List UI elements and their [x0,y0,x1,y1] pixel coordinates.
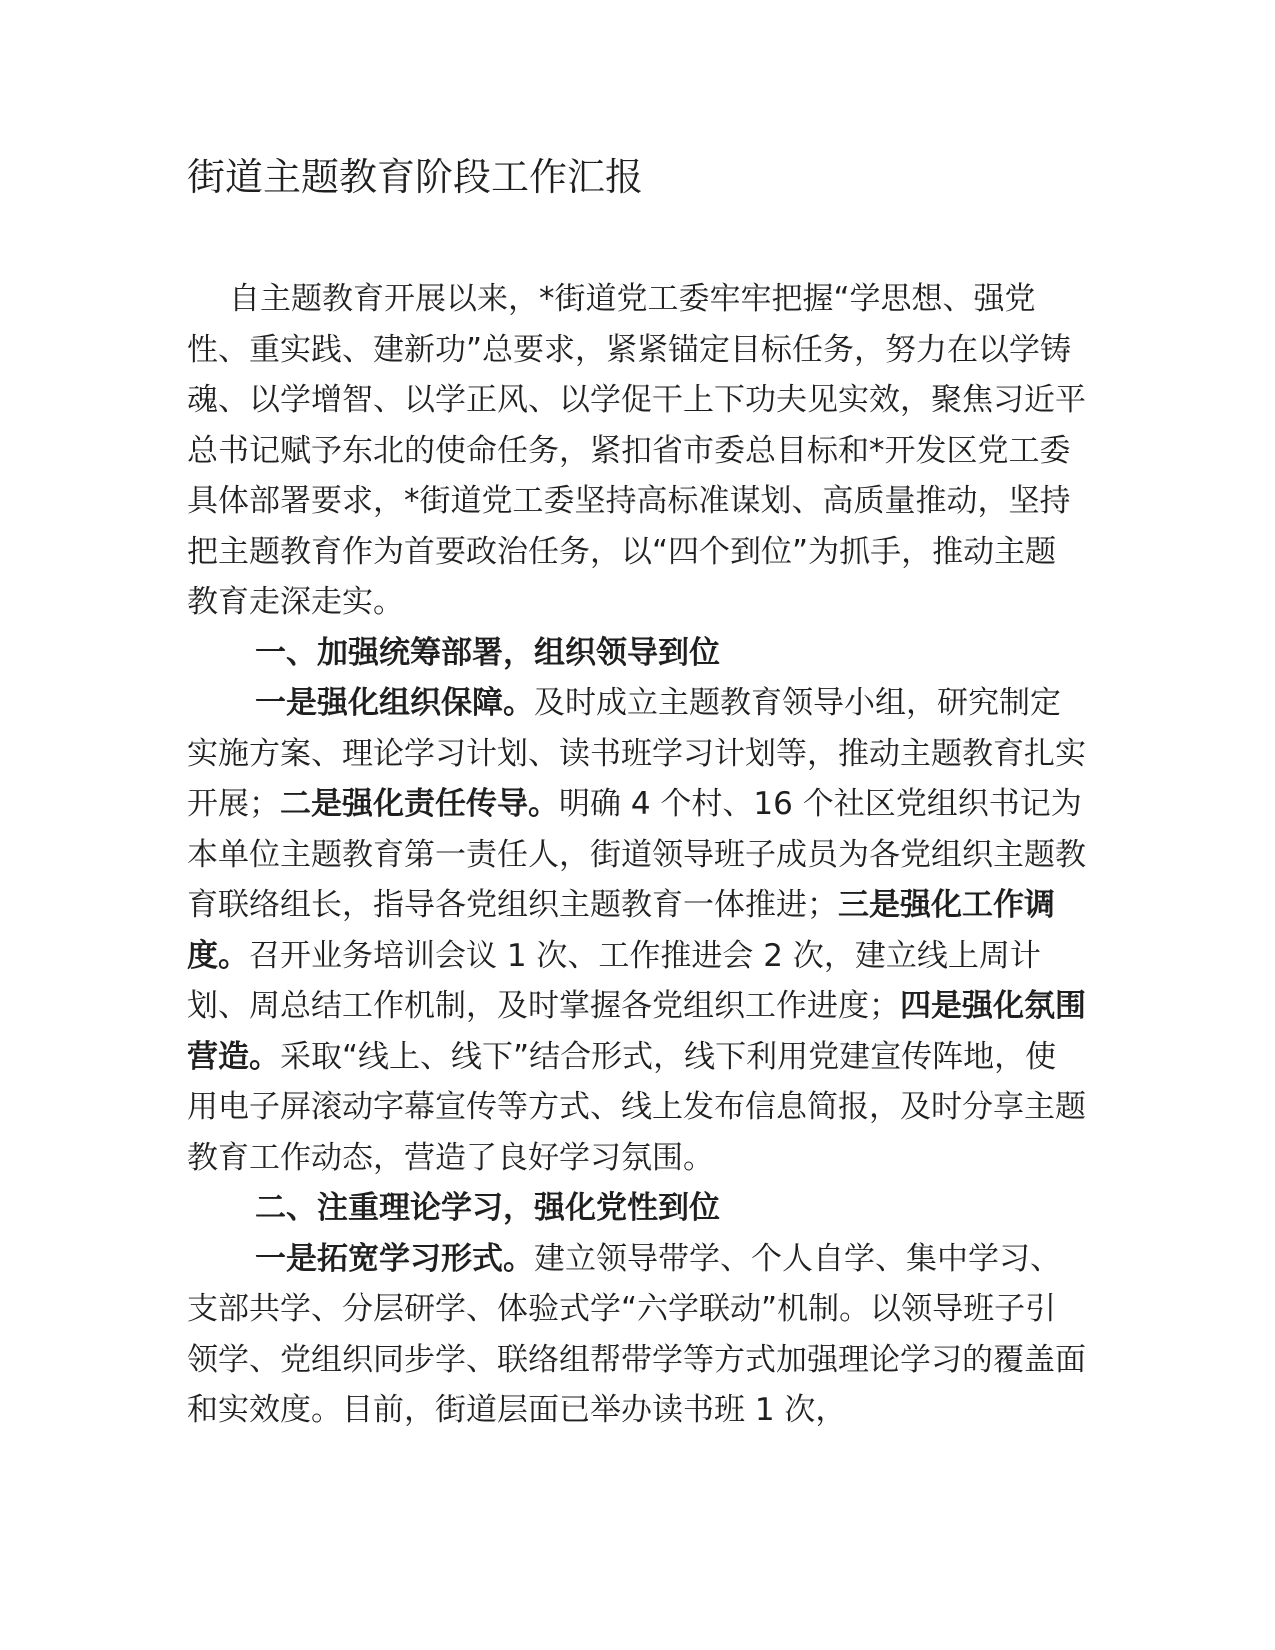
section-1-point-4-text: 采取“线上、线下”结合形式，线下利用党建宣传阵地，使用电子屏滚动字幕宣传等方式、线上发布信息简报，及时分享主题教育工作动态，营造了良好学习氛围。 [187,1038,1086,1176]
section-1-point-2-lead: 二是强化责任传导。 [280,786,559,822]
section-1-point-2-text: 明确 4 个村、16 个社区党组织书记为本单位主题教育第一责任人，街道领导班子成员为各党组织主题教育联络组长，指导各党组织主题教育一体推进； [187,786,1086,923]
section-1-point-1-text: 及时成立主题教育领导小组，研究制定实施方案、理论学习计划、读书班学习计划等，推动主题教育扎实开展； [187,685,1086,822]
section-1-point-3-lead: 三是强化工作调度。 [187,887,1055,974]
intro-paragraph: 自主题教育开展以来，*街道党工委牢牢把握“学思想、强党性、重实践、建新功”总要求，紧紧锚定目标任务，努力在以学铸魂、以学增智、以学正风、以学促干上下功夫见实效，聚焦习近平总书记赋予东北的使命任务，紧扣省市委总目标和*开发区党工委具体部署要求，*街道党工委坚持高标准谋划、高质量推动，坚持把主题教育作为首要政治任务，以“四个到位”为抓手，推动主题教育走深走实。 [187,281,1086,620]
section-1-point-4-lead: 四是强化氛围营造。 [187,988,1086,1075]
section-1-point-1-lead: 一是强化组织保障。 [255,685,534,721]
section-1-paragraph [187,678,1087,1183]
section-2-point-1-lead: 一是拓宽学习形式。 [255,1240,534,1277]
section-2-point-1-text: 建立领导带学、个人自学、集中学习、支部共学、分层研学、体验式学“六学联动”机制。以领导班子引领学、党组织同步学、联络组帮带学等方式加强理论学习的覆盖面和实效度。目前，街道层面已举办读书班 1 次， [187,1240,1086,1428]
section-1-point-3-text: 召开业务培训会议 1 次、工作推进会 2 次，建立线上周计划、周总结工作机制，及时掌握各党组织工作进度； [187,937,1041,1024]
section-2-paragraph [187,1234,1087,1436]
document-body [187,274,1087,1436]
document-title: 街道主题教育阶段工作汇报 [187,155,644,199]
section-1-heading: 一、加强统筹部署，组织领导到位 [255,634,720,671]
section-2-heading: 二、注重理论学习，强化党性到位 [255,1190,720,1226]
